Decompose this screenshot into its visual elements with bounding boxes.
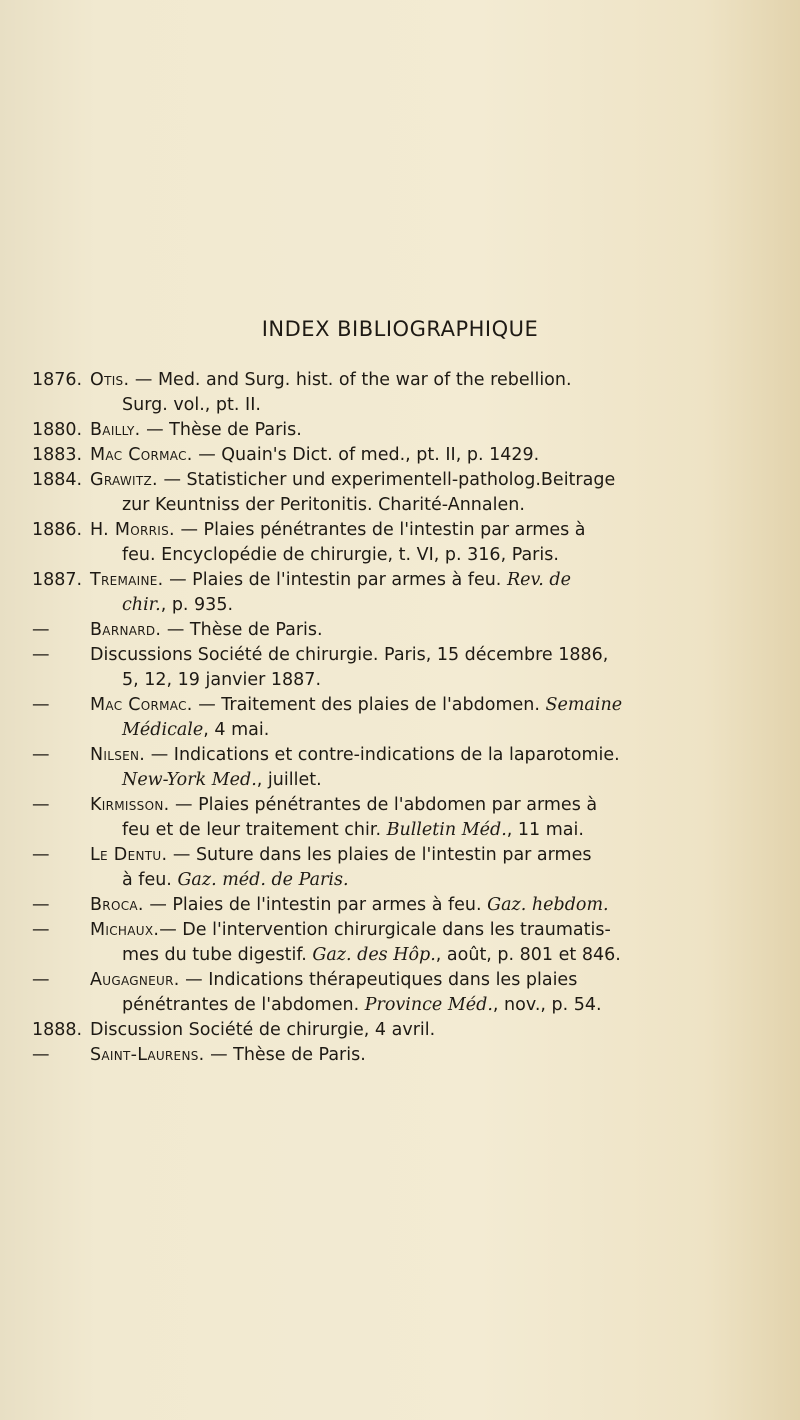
bibliography-entry (32, 443, 772, 468)
entry-author: Michaux. (90, 920, 160, 940)
entry-year: 1876. (32, 370, 83, 390)
entry-line-2 (90, 818, 772, 843)
entry-text: à feu. (122, 870, 178, 890)
entry-line-1 (90, 1045, 366, 1065)
entry-year: 1886. (32, 520, 83, 540)
entry-line-2 (90, 668, 772, 693)
entry-journal: chir. (122, 595, 161, 615)
entry-author: H. Morris. (90, 520, 175, 540)
entry-author: Mac Cormac. (90, 695, 193, 715)
entry-text: — Plaies pénétrantes de l'intestin par armes à (174, 520, 586, 540)
entry-line-1 (90, 570, 571, 590)
entry-line-1 (90, 445, 539, 465)
entry-text: — De l'intervention chirurgicale dans les traumatis- (159, 920, 611, 940)
entry-author: Barnard. (90, 620, 162, 640)
entry-line-2 (90, 393, 772, 418)
entry-year: — (32, 845, 50, 865)
bibliography-entry (32, 468, 772, 518)
entry-text: , nov., p. 54. (492, 995, 602, 1015)
entry-author: Tremaine. (90, 570, 164, 590)
entry-line-1 (90, 420, 302, 440)
bibliography-entry (32, 518, 772, 568)
page-title: INDEX BIBLIOGRAPHIQUE (261, 317, 539, 341)
entry-author: Bailly. (90, 420, 141, 440)
entry-author: Augagneur. (90, 970, 180, 990)
entry-journal: New-York Med. (122, 770, 257, 790)
bibliography-entry (32, 1018, 772, 1043)
entry-year: — (32, 795, 50, 815)
entry-line-1 (90, 895, 609, 915)
entry-line-1 (90, 920, 611, 940)
entry-line-1 (90, 695, 622, 715)
entry-line-1 (90, 1020, 435, 1040)
bibliography-entry (32, 793, 772, 843)
entry-line-2 (90, 543, 772, 568)
entry-journal: Bulletin Méd. (386, 820, 507, 840)
entry-author: Broca. (90, 895, 144, 915)
entry-text: , p. 935. (160, 595, 234, 615)
entry-text: , août, p. 801 et 846. (435, 945, 621, 965)
entry-text: 5, 12, 19 janvier 1887. (122, 670, 322, 690)
entry-year: — (32, 970, 50, 990)
bibliography-entry (32, 568, 772, 618)
entry-author: Nilsen. (90, 745, 146, 765)
entry-year: — (32, 645, 50, 665)
entry-text: pénétrantes de l'abdomen. (122, 995, 365, 1015)
entry-line-2 (90, 718, 772, 743)
entry-text: — Indications et contre-indications de la laparotomie. (145, 745, 620, 765)
bibliography-entry (32, 418, 772, 443)
entry-line-2 (90, 593, 772, 618)
bibliography-entry (32, 643, 772, 693)
entry-text: , 11 mai. (506, 820, 584, 840)
bibliography-entry (32, 918, 772, 968)
entry-text: — Plaies pénétrantes de l'abdomen par armes à (169, 795, 598, 815)
entry-text: — Med. and Surg. hist. of the war of the rebellion. (129, 370, 572, 390)
entry-line-1 (90, 620, 323, 640)
entry-line-1 (90, 970, 577, 990)
entry-line-1 (90, 645, 608, 665)
entry-text: — Traitement des plaies de l'abdomen. (192, 695, 546, 715)
entry-year: — (32, 920, 50, 940)
entry-author: Le Dentu. (90, 845, 168, 865)
bibliography-entry (32, 843, 772, 893)
entry-text: — Thèse de Paris. (140, 420, 302, 440)
entry-line-2 (90, 993, 772, 1018)
entry-text: Surg. vol., pt. II. (122, 395, 261, 415)
bibliography-entry (32, 968, 772, 1018)
bibliography-list (32, 368, 772, 1068)
entry-author: Grawitz. (90, 470, 158, 490)
entry-text: — Thèse de Paris. (161, 620, 323, 640)
entry-year: 1888. (32, 1020, 83, 1040)
entry-journal: Gaz. méd. de Paris. (177, 870, 349, 890)
bibliography-entry (32, 368, 772, 418)
entry-year: — (32, 695, 50, 715)
entry-text: , juillet. (256, 770, 322, 790)
entry-line-1 (90, 795, 597, 815)
entry-journal: Médicale (122, 720, 204, 740)
entry-journal: Semaine (545, 695, 623, 715)
entry-line-2 (90, 493, 772, 518)
entry-text: , 4 mai. (203, 720, 270, 740)
bibliography-entry (32, 693, 772, 743)
entry-line-2 (90, 768, 772, 793)
entry-journal: Rev. de (506, 570, 571, 590)
entry-year: — (32, 895, 50, 915)
entry-year: — (32, 1045, 50, 1065)
entry-line-1 (90, 470, 615, 490)
entry-author: Otis. (90, 370, 130, 390)
entry-line-1 (90, 745, 620, 765)
bibliography-entry (32, 618, 772, 643)
entry-year: 1887. (32, 570, 83, 590)
entry-year: 1880. (32, 420, 83, 440)
entry-line-1 (90, 520, 586, 540)
entry-text: feu. Encyclopédie de chirurgie, t. VI, p. 316, Paris. (122, 545, 559, 565)
entry-text: Discussions Société de chirurgie. Paris, 15 décembre 1886, (90, 645, 609, 665)
bibliography-entry (32, 893, 772, 918)
entry-author: Mac Cormac. (90, 445, 193, 465)
entry-text: feu et de leur traitement chir. (122, 820, 387, 840)
entry-text: — Statisticher und experimentell-patholog.Beitrage (157, 470, 616, 490)
entry-text: — Plaies de l'intestin par armes à feu. (143, 895, 488, 915)
entry-line-2 (90, 868, 772, 893)
entry-text: — Quain's Dict. of med., pt. II, p. 1429. (192, 445, 540, 465)
entry-journal: Gaz. hebdom. (487, 895, 609, 915)
entry-text: — Thèse de Paris. (204, 1045, 366, 1065)
entry-line-1 (90, 845, 591, 865)
entry-author: Kirmisson. (90, 795, 170, 815)
entry-year: — (32, 620, 50, 640)
entry-author: Saint-Laurens. (90, 1045, 205, 1065)
entry-journal: Province Méd. (364, 995, 493, 1015)
entry-year: 1884. (32, 470, 83, 490)
entry-line-2 (90, 943, 772, 968)
entry-year: 1883. (32, 445, 83, 465)
entry-text: — Plaies de l'intestin par armes à feu. (163, 570, 507, 590)
bibliography-entry (32, 743, 772, 793)
entry-line-1 (90, 370, 572, 390)
entry-text: mes du tube digestif. (122, 945, 313, 965)
entry-text: — Indications thérapeutiques dans les plaies (179, 970, 578, 990)
entry-text: — Suture dans les plaies de l'intestin par armes (167, 845, 592, 865)
entry-text: zur Keuntniss der Peritonitis. Charité-Annalen. (122, 495, 525, 515)
entry-text: Discussion Société de chirurgie, 4 avril. (90, 1020, 436, 1040)
entry-journal: Gaz. des Hôp. (312, 945, 436, 965)
bibliography-entry (32, 1043, 772, 1068)
entry-year: — (32, 745, 50, 765)
